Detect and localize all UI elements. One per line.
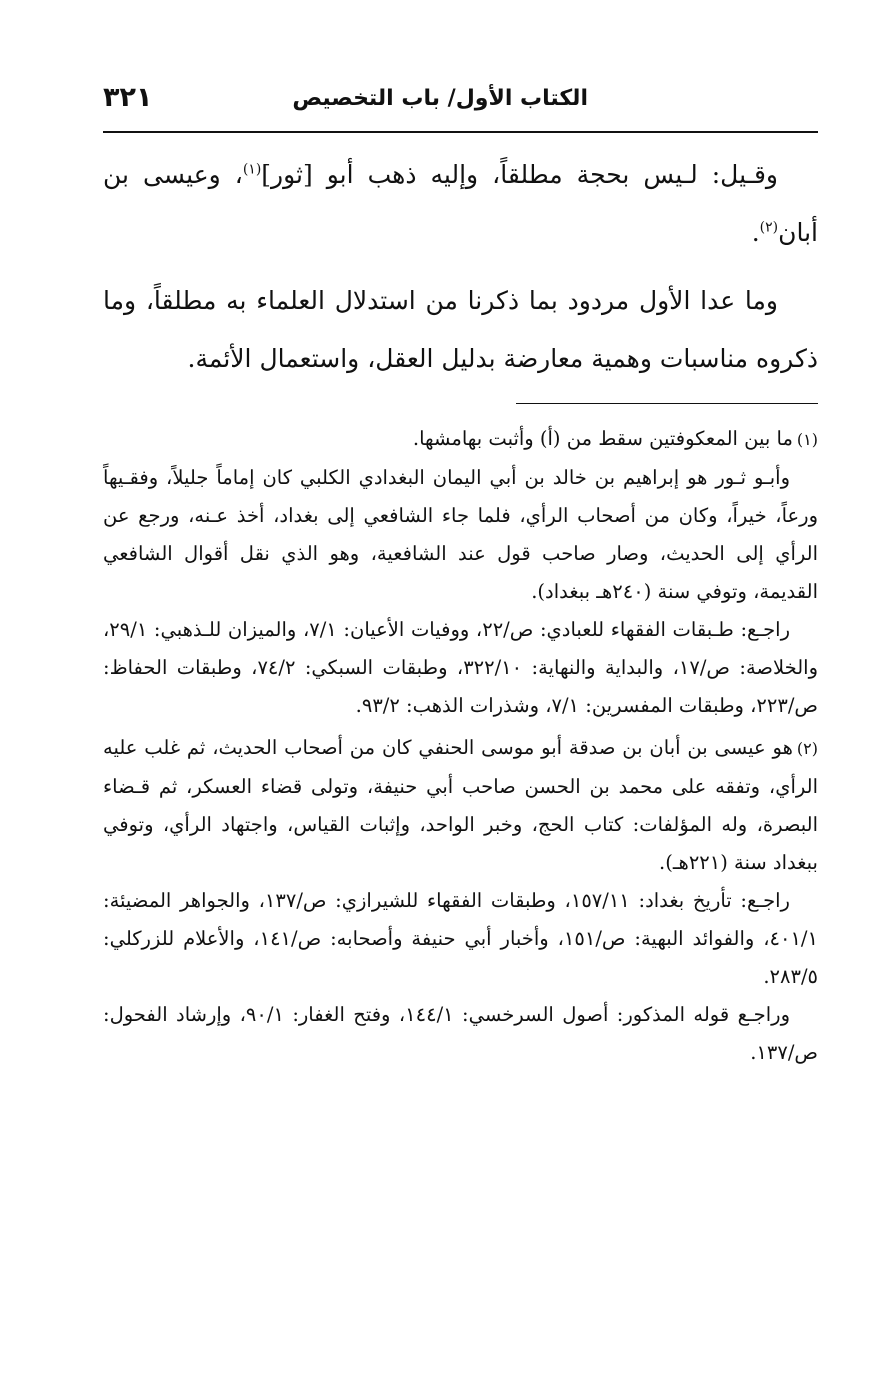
- footnote-1-first-text: ما بين المعكوفتين سقط من (أ) وأثبت بهامشها.: [412, 427, 793, 450]
- main-paragraph-1: [103, 146, 818, 262]
- footnote-1-refs: راجـع: طـبقات الفقهاء للعبادي: ص/٢٢، ووفيات الأعيان: ٧/١، والميزان للـذهبي: ٢٩/١، والخلاصة: ص/١٧، والبداية والنهاية: ٣٢٢/١٠، وطبقات السبكي: ٧٤/٢، وطبقات الحفاظ: ص/٢٢٣، وطبقات المفسرين: ٧/١، وشذرات الذهب: ٩٣/٢.: [103, 618, 818, 717]
- paragraph-1-end: .: [751, 218, 760, 247]
- paragraph-1-text-cont: ، وعيسى بن أبان: [103, 160, 818, 247]
- header-rule: [103, 131, 818, 133]
- footnotes: [103, 420, 818, 1072]
- running-title: الكتاب الأول/ باب التخصيص: [292, 86, 588, 111]
- page-number: ٣٢١: [103, 82, 153, 113]
- footnote-2-first: [103, 729, 818, 882]
- footnote-1-number: (١): [796, 430, 818, 449]
- main-text: [103, 146, 818, 388]
- footnote-2-bio: هو عيسى بن أبان بن صدقة أبو موسى الحنفي كان من أصحاب الحديث، ثم غلب عليه الرأي، وتفقه على محمد بن الحسن صاحب أبي حنيفة، وتولى قضاء العسكر، ثم قـضاء البصرة، وله المؤلفات: كتاب الحج، وخبر الواحد، وإثبات القياس، واجتهاد الرأي، وتوفي ببغداد سنة (٢٢١هـ).: [103, 736, 818, 874]
- running-head: [103, 80, 818, 128]
- paragraph-1-text: وقـيل: لـيس بحجة مطلقاً، وإليه ذهب أبو [ثور]: [261, 160, 778, 189]
- footnote-2: [103, 729, 818, 1072]
- footnote-2-number: (٢): [796, 739, 818, 758]
- footnote-1-bio: وأبـو ثـور هو إبراهيم بن خالد بن أبي اليمان البغدادي الكلبي كان إماماً جليلاً، وفقـيهاً ورعاً، خيراً، وكان من أصحاب الرأي، فلما جاء الشافعي إلى بغداد، أخذ عـنه، ورجع عن الرأي إلى الحديث، وصار صاحب قول عند الشافعية، وهو الذي نقل أقوال الشافعي القديمة، وتوفي سنة (٢٤٠هـ ببغداد).: [103, 466, 818, 603]
- footnote-ref-1: (١): [242, 161, 262, 178]
- footnote-1-first: [103, 420, 818, 459]
- footnote-1: [103, 420, 818, 725]
- main-paragraph-2: وما عدا الأول مردود بما ذكرنا من استدلال العلماء به مطلقاً، وما ذكروه مناسبات وهمية معارضة بدليل العقل، واستعمال الأئمة.: [103, 286, 818, 373]
- footnote-separator: [516, 403, 818, 404]
- footnote-2-refs: راجـع: تأريخ بغداد: ١٥٧/١١، وطبقات الفقهاء للشيرازي: ص/١٣٧، والجواهر المضيئة: ٤٠١/١، والفوائد البهية: ص/١٥١، وأخبار أبي حنيفة وأصحابه: ص/١٤١، والأعلام للزركلي: ٢٨٣/٥.: [103, 889, 818, 988]
- footnote-2-see-also: وراجـع قوله المذكور: أصول السرخسي: ١٤٤/١، وفتح الغفار: ٩٠/١، وإرشاد الفحول: ص/١٣٧.: [103, 1003, 818, 1064]
- footnote-ref-2: (٢): [759, 219, 779, 236]
